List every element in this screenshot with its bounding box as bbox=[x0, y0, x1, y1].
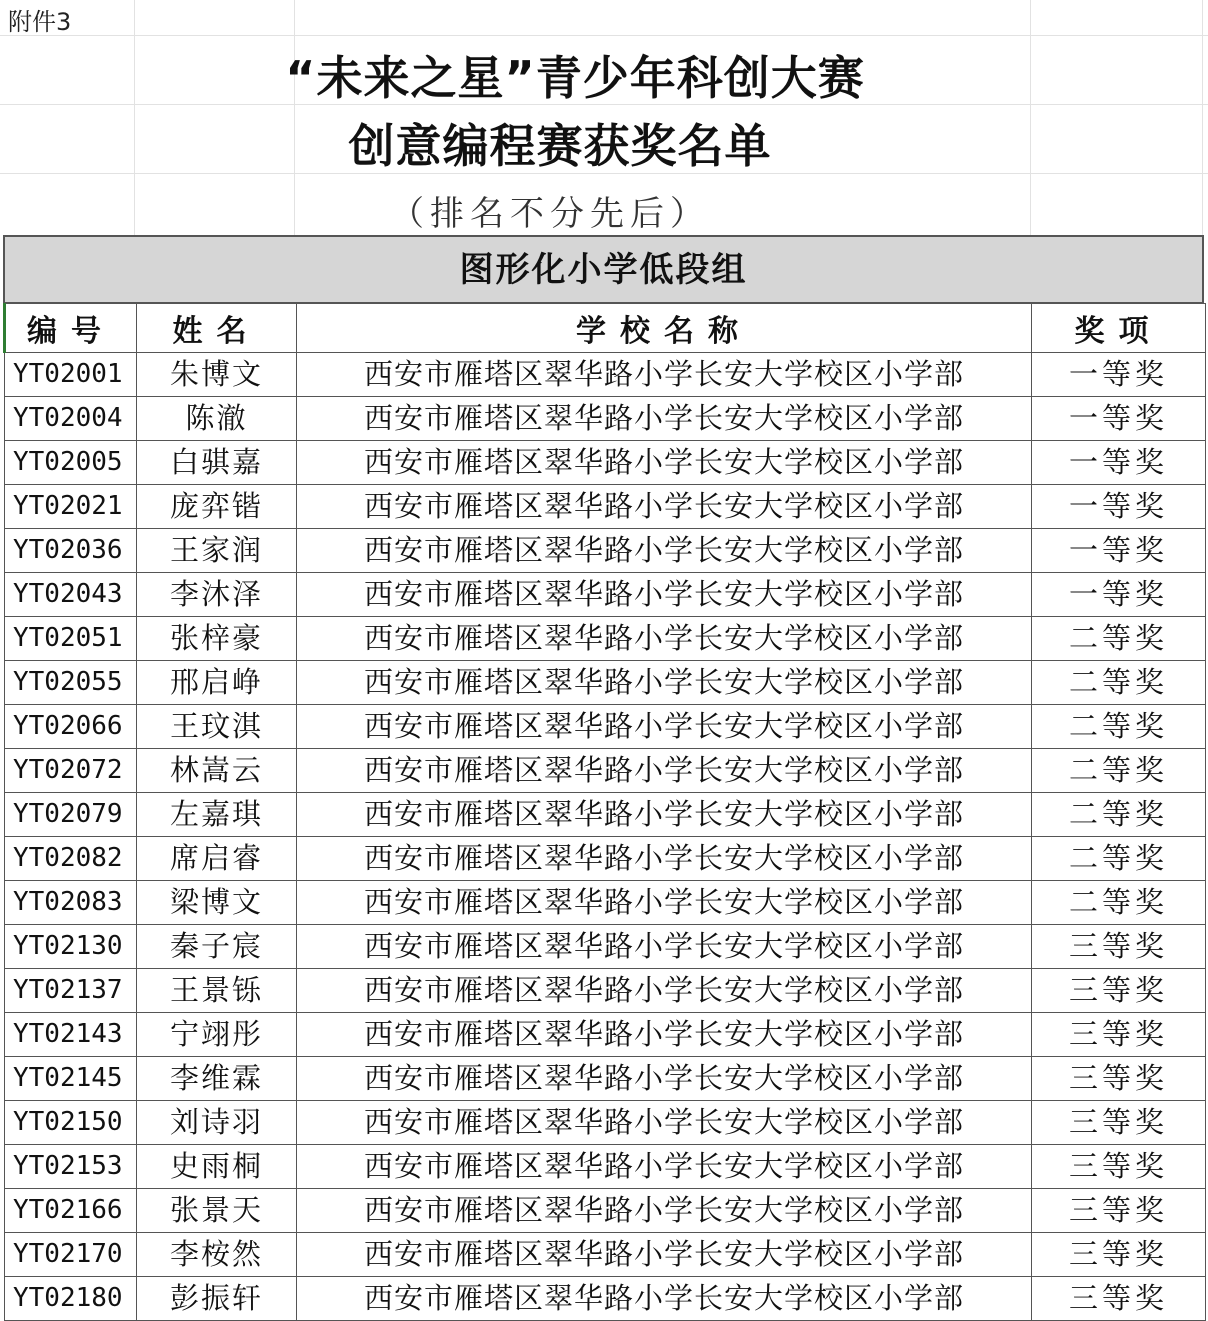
cell-name[interactable]: 陈澈 bbox=[137, 397, 297, 441]
header-id[interactable]: 编号 bbox=[5, 304, 137, 353]
cell-prize[interactable]: 一等奖 bbox=[1032, 353, 1206, 397]
cell-school[interactable]: 西安市雁塔区翠华路小学长安大学校区小学部 bbox=[297, 485, 1032, 529]
cell-id[interactable]: YT02021 bbox=[5, 485, 137, 529]
header-prize[interactable]: 奖项 bbox=[1032, 304, 1206, 353]
table-row bbox=[5, 925, 1206, 969]
cell-id[interactable]: YT02055 bbox=[5, 661, 137, 705]
cell-name[interactable]: 史雨桐 bbox=[137, 1145, 297, 1189]
cell-id[interactable]: YT02051 bbox=[5, 617, 137, 661]
cell-school[interactable]: 西安市雁塔区翠华路小学长安大学校区小学部 bbox=[297, 793, 1032, 837]
table-row bbox=[5, 1145, 1206, 1189]
title-line-2: 创意编程赛获奖名单 bbox=[348, 119, 772, 173]
cell-prize[interactable]: 二等奖 bbox=[1032, 881, 1206, 925]
table-row bbox=[5, 1101, 1206, 1145]
cell-name[interactable]: 刘诗羽 bbox=[137, 1101, 297, 1145]
cell-id[interactable]: YT02180 bbox=[5, 1277, 137, 1321]
cell-school[interactable]: 西安市雁塔区翠华路小学长安大学校区小学部 bbox=[297, 705, 1032, 749]
cell-id[interactable]: YT02150 bbox=[5, 1101, 137, 1145]
cell-school[interactable]: 西安市雁塔区翠华路小学长安大学校区小学部 bbox=[297, 1233, 1032, 1277]
header-row bbox=[5, 304, 1206, 353]
table-row bbox=[5, 1189, 1206, 1233]
cell-id[interactable]: YT02083 bbox=[5, 881, 137, 925]
cell-prize[interactable]: 二等奖 bbox=[1032, 661, 1206, 705]
table-row bbox=[5, 441, 1206, 485]
cell-school[interactable]: 西安市雁塔区翠华路小学长安大学校区小学部 bbox=[297, 573, 1032, 617]
table-body bbox=[5, 353, 1206, 1321]
cell-prize[interactable]: 三等奖 bbox=[1032, 925, 1206, 969]
table-row bbox=[5, 881, 1206, 925]
cell-name[interactable]: 林嵩云 bbox=[137, 749, 297, 793]
cell-id[interactable]: YT02001 bbox=[5, 353, 137, 397]
cell-id[interactable]: YT02145 bbox=[5, 1057, 137, 1101]
cell-prize[interactable]: 二等奖 bbox=[1032, 837, 1206, 881]
cell-prize[interactable]: 一等奖 bbox=[1032, 529, 1206, 573]
cell-name[interactable]: 王家润 bbox=[137, 529, 297, 573]
cell-school[interactable]: 西安市雁塔区翠华路小学长安大学校区小学部 bbox=[297, 1277, 1032, 1321]
cell-prize[interactable]: 一等奖 bbox=[1032, 573, 1206, 617]
cell-name[interactable]: 左嘉琪 bbox=[137, 793, 297, 837]
cell-school[interactable]: 西安市雁塔区翠华路小学长安大学校区小学部 bbox=[297, 1189, 1032, 1233]
cell-school[interactable]: 西安市雁塔区翠华路小学长安大学校区小学部 bbox=[297, 617, 1032, 661]
award-table bbox=[3, 235, 1204, 1321]
cell-prize[interactable]: 三等奖 bbox=[1032, 1277, 1206, 1321]
cell-prize[interactable]: 一等奖 bbox=[1032, 485, 1206, 529]
cell-id[interactable]: YT02170 bbox=[5, 1233, 137, 1277]
cell-school[interactable]: 西安市雁塔区翠华路小学长安大学校区小学部 bbox=[297, 749, 1032, 793]
cell-school[interactable]: 西安市雁塔区翠华路小学长安大学校区小学部 bbox=[297, 353, 1032, 397]
cell-school[interactable]: 西安市雁塔区翠华路小学长安大学校区小学部 bbox=[297, 1013, 1032, 1057]
cell-school[interactable]: 西安市雁塔区翠华路小学长安大学校区小学部 bbox=[297, 1101, 1032, 1145]
table-row bbox=[5, 793, 1206, 837]
cell-id[interactable]: YT02153 bbox=[5, 1145, 137, 1189]
group-header: 图形化小学低段组 bbox=[3, 235, 1204, 303]
cell-prize[interactable]: 三等奖 bbox=[1032, 1013, 1206, 1057]
cell-name[interactable]: 张梓豪 bbox=[137, 617, 297, 661]
cell-prize[interactable]: 二等奖 bbox=[1032, 793, 1206, 837]
cell-id[interactable]: YT02072 bbox=[5, 749, 137, 793]
cell-id[interactable]: YT02130 bbox=[5, 925, 137, 969]
table-row bbox=[5, 1013, 1206, 1057]
cell-prize[interactable]: 三等奖 bbox=[1032, 1233, 1206, 1277]
table-row bbox=[5, 353, 1206, 397]
cell-prize[interactable]: 三等奖 bbox=[1032, 1189, 1206, 1233]
header-area bbox=[0, 0, 1208, 236]
cell-name[interactable]: 邢启峥 bbox=[137, 661, 297, 705]
cell-name[interactable]: 朱博文 bbox=[137, 353, 297, 397]
cell-prize[interactable]: 二等奖 bbox=[1032, 617, 1206, 661]
cell-prize[interactable]: 三等奖 bbox=[1032, 1101, 1206, 1145]
cell-name[interactable]: 席启睿 bbox=[137, 837, 297, 881]
cell-school[interactable]: 西安市雁塔区翠华路小学长安大学校区小学部 bbox=[297, 661, 1032, 705]
cell-name[interactable]: 李维霖 bbox=[137, 1057, 297, 1101]
table-row bbox=[5, 1233, 1206, 1277]
cell-name[interactable]: 彭振轩 bbox=[137, 1277, 297, 1321]
cell-id[interactable]: YT02043 bbox=[5, 573, 137, 617]
cell-name[interactable]: 白骐嘉 bbox=[137, 441, 297, 485]
table-row bbox=[5, 969, 1206, 1013]
cell-prize[interactable]: 一等奖 bbox=[1032, 441, 1206, 485]
cell-name[interactable]: 李沐泽 bbox=[137, 573, 297, 617]
cell-id[interactable]: YT02082 bbox=[5, 837, 137, 881]
cell-prize[interactable]: 三等奖 bbox=[1032, 1057, 1206, 1101]
cell-prize[interactable]: 三等奖 bbox=[1032, 1145, 1206, 1189]
table-row bbox=[5, 485, 1206, 529]
cell-id[interactable]: YT02036 bbox=[5, 529, 137, 573]
subtitle: （排名不分先后） bbox=[390, 194, 710, 234]
cell-school[interactable]: 西安市雁塔区翠华路小学长安大学校区小学部 bbox=[297, 1057, 1032, 1101]
header-school[interactable]: 学校名称 bbox=[297, 304, 1032, 353]
title-line-1: “未来之星”青少年科创大赛 bbox=[285, 51, 865, 105]
cell-name[interactable]: 张景天 bbox=[137, 1189, 297, 1233]
cell-id[interactable]: YT02066 bbox=[5, 705, 137, 749]
cell-school[interactable]: 西安市雁塔区翠华路小学长安大学校区小学部 bbox=[297, 969, 1032, 1013]
cell-id[interactable]: YT02137 bbox=[5, 969, 137, 1013]
cell-id[interactable]: YT02079 bbox=[5, 793, 137, 837]
cell-school[interactable]: 西安市雁塔区翠华路小学长安大学校区小学部 bbox=[297, 441, 1032, 485]
table-row bbox=[5, 529, 1206, 573]
cell-prize[interactable]: 二等奖 bbox=[1032, 749, 1206, 793]
cell-school[interactable]: 西安市雁塔区翠华路小学长安大学校区小学部 bbox=[297, 397, 1032, 441]
cell-name[interactable]: 秦子宸 bbox=[137, 925, 297, 969]
cell-name[interactable]: 庞弈锴 bbox=[137, 485, 297, 529]
cell-id[interactable]: YT02166 bbox=[5, 1189, 137, 1233]
cell-name[interactable]: 宁翊彤 bbox=[137, 1013, 297, 1057]
cell-school[interactable]: 西安市雁塔区翠华路小学长安大学校区小学部 bbox=[297, 529, 1032, 573]
grid-line bbox=[0, 35, 1208, 36]
cell-prize[interactable]: 二等奖 bbox=[1032, 705, 1206, 749]
header-name[interactable]: 姓名 bbox=[137, 304, 297, 353]
cell-name[interactable]: 李桉然 bbox=[137, 1233, 297, 1277]
cell-id[interactable]: YT02143 bbox=[5, 1013, 137, 1057]
cell-school[interactable]: 西安市雁塔区翠华路小学长安大学校区小学部 bbox=[297, 881, 1032, 925]
table-row bbox=[5, 397, 1206, 441]
table-row bbox=[5, 837, 1206, 881]
cell-name[interactable]: 梁博文 bbox=[137, 881, 297, 925]
table-row bbox=[5, 1277, 1206, 1321]
cell-id[interactable]: YT02005 bbox=[5, 441, 137, 485]
cell-school[interactable]: 西安市雁塔区翠华路小学长安大学校区小学部 bbox=[297, 925, 1032, 969]
cell-school[interactable]: 西安市雁塔区翠华路小学长安大学校区小学部 bbox=[297, 837, 1032, 881]
cell-prize[interactable]: 一等奖 bbox=[1032, 397, 1206, 441]
attachment-label: 附件3 bbox=[8, 8, 72, 36]
cell-school[interactable]: 西安市雁塔区翠华路小学长安大学校区小学部 bbox=[297, 1145, 1032, 1189]
cell-name[interactable]: 王玟淇 bbox=[137, 705, 297, 749]
table-row bbox=[5, 749, 1206, 793]
table-row bbox=[5, 705, 1206, 749]
cell-name[interactable]: 王景铄 bbox=[137, 969, 297, 1013]
table-row bbox=[5, 1057, 1206, 1101]
table-row bbox=[5, 573, 1206, 617]
cell-prize[interactable]: 三等奖 bbox=[1032, 969, 1206, 1013]
award-list bbox=[3, 303, 1206, 1321]
table-row bbox=[5, 661, 1206, 705]
table-row bbox=[5, 617, 1206, 661]
cell-id[interactable]: YT02004 bbox=[5, 397, 137, 441]
